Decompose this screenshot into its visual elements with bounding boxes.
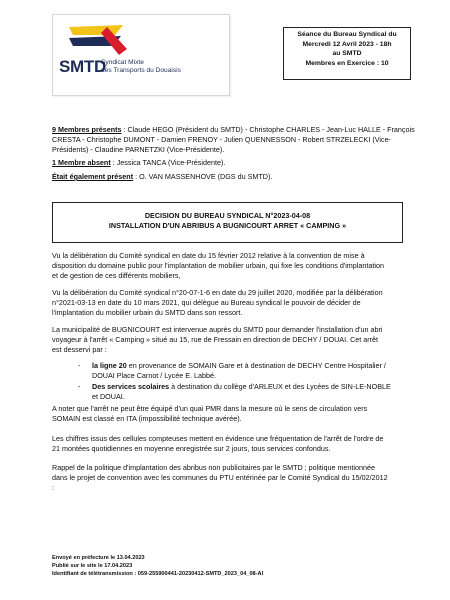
decision-title-line2: INSTALLATION D'UN ABRIBUS A BUGNICOURT ARRET « CAMPING » [108,221,347,230]
present-line1 [52,125,415,135]
p3-line3: est desservi par : [52,345,107,354]
seance-line2: Mercredi 12 Avril 2023 - 18h [302,40,392,48]
p2-line3: l'implantation du mobilier urbain du SMTD dans son ressort. [52,308,243,317]
p1-line1: Vu la délibération du Comité syndical en date du 15 février 2012 relative à la convention de mise à [52,251,365,260]
bullet1-rest: en provenance de SOMAIN Gare et à destination de DECHY Centre Hospitalier / [126,361,386,370]
bullet1-bold: la ligne 20 [92,361,127,370]
logo-subtitle [101,59,221,74]
logo-mark-icon [63,21,133,61]
bullet2-rest: à destination du collège d'ARLEUX et des Lycées de SIN-LE-NOBLE [169,382,391,391]
bullet1-line1 [92,361,386,371]
logo-name: SMTD [59,57,106,76]
also-present-line [52,172,272,182]
present-line3: Présidents) - Claudine PARNETZKI (Vice-Présidente). [52,145,225,154]
bullet1-line2: DOUAI Place Carnot / Lycée E. Labbé. [92,371,216,380]
bullet2-line2: et DOUAI. [92,392,125,401]
bullet2-line1 [92,382,391,392]
p6-line2: dans le projet de convention avec les communes du PTU entérinée par le Comité Syndical du 15/02/2012 [52,473,388,482]
present-text: : Claude HEGO (Président du SMTD) - Christophe CHARLES - Jean-Luc HALLE - François [121,125,415,134]
decision-title-box [52,202,403,243]
p5-line2: 21 montées quotidiennes en moyenne enregistrée sur 2 jours, tous services confondus. [52,444,331,453]
p6-line1: Rappel de la politique d'implantation des abribus non publicitaires par le SMTD ; politique mentionnée [52,463,376,472]
p4-line1: A noter que l'arrêt ne peut être équipé d'un quai PMR dans la mesure où le sens de circulation vers [52,404,368,413]
bullet-dash-icon: - [78,382,81,391]
p2-line1: Vu la délibération du Comité syndical n°20-07-1-6 en date du 29 juillet 2020, modifiée par la délibération [52,288,383,297]
logo-subtitle-line1: Syndicat Mixte [101,59,144,66]
absent-line [52,158,225,168]
present-line2: CRESTA - Christophe DUMONT - Damien FRENOY - Julien QUENNESSON - Robert STRZELECKI (Vice- [52,135,391,144]
footer-transmission-id: Identifiant de télétransmission : 059-255900441-20230412-SMTD_2023_04_08-AI [52,571,264,577]
p6-line3: : [52,483,54,492]
also-present-text: : O. VAN MASSENHOVE (DGS du SMTD). [133,172,273,181]
p5-line1: Les chiffres issus des cellules compteuses mettent en évidence une fréquentation de l'arrêt de l'ordre de [52,434,384,443]
p3-line2: voyageur à l'arrêt « Camping » situé au 15, rue de Fressain en direction de DECHY / DOUAI. Cet arrêt [52,335,379,344]
present-label: 9 Membres présents [52,125,122,134]
p3-line1: La municipalité de BUGNICOURT est intervenue auprès du SMTD pour demander l'installation d'un abri [52,325,383,334]
bullet2-bold: Des services scolaires [92,382,170,391]
p2-line2: n°2021-03-13 en date du 10 mars 2021, qui délègue au Bureau syndical le pouvoir de décider de [52,298,361,307]
decision-title-line1: DECISION DU BUREAU SYNDICAL N°2023-04-08 [144,211,311,220]
absent-text: : Jessica TANCA (Vice-Présidente). [110,158,226,167]
footer-published: Publié sur le site le 17.04.2023 [52,563,133,569]
logo-subtitle-line2: des Transports du Douaisis [101,66,181,74]
absent-label: 1 Membre absent [52,158,111,167]
bullet-dash-icon: - [78,361,81,370]
footer-sent-prefecture: Envoyé en préfecture le 13.04.2023 [52,555,145,561]
smtd-logo [52,14,230,96]
seance-line3: au SMTD [332,50,362,58]
p1-line2: disposition du domaine public pour l'implantation de mobilier urbain, qui fixe les conditions d'implantation [52,261,384,270]
seance-box [283,27,411,80]
seance-line4: Membres en Exercice : 10 [305,59,389,67]
also-present-label: Était également présent [52,172,134,181]
p1-line3: et de gestion de ces différents mobiliers, [52,271,181,280]
p4-line2: SOMAIN est classé en ITA (impossibilité technique avérée). [52,414,242,423]
seance-line1: Séance du Bureau Syndical du [297,31,397,38]
